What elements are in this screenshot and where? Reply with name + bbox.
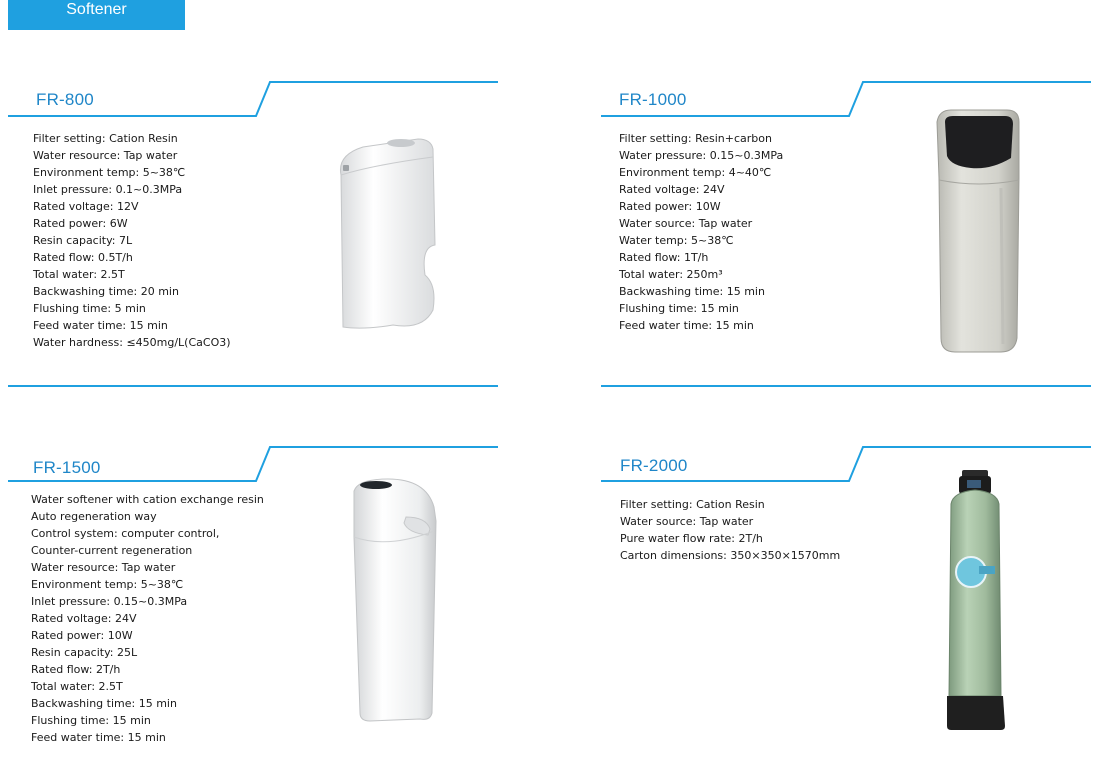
spec-item: Water temp: 5~38℃ [619, 234, 734, 247]
spec-item: Rated voltage: 24V [31, 612, 137, 625]
product-card-fr2000 [601, 445, 1101, 765]
section-divider [601, 385, 1091, 387]
spec-list [33, 130, 231, 351]
spec-item: Rated power: 6W [33, 217, 128, 230]
spec-item: Rated power: 10W [619, 200, 721, 213]
spec-item: Total water: 2.5T [33, 268, 125, 281]
product-card-fr800 [8, 80, 508, 400]
spec-item: Carton dimensions: 350×350×1570mm [620, 549, 841, 562]
spec-item: Rated flow: 0.5T/h [33, 251, 133, 264]
spec-item: Pure water flow rate: 2T/h [620, 532, 763, 545]
model-title: FR-1000 [619, 90, 687, 109]
product-image-fr1000 [931, 108, 1026, 360]
spec-item: Water source: Tap water [619, 217, 753, 230]
spec-item: Filter setting: Cation Resin [620, 498, 765, 511]
spec-item: Control system: computer control, [31, 527, 220, 540]
spec-item: Water pressure: 0.15~0.3MPa [619, 149, 784, 162]
spec-item: Water hardness: ≤450mg/L(CaCO3) [33, 336, 231, 349]
product-image-fr2000 [945, 470, 1007, 732]
product-image-fr1500 [348, 477, 443, 725]
spec-list [31, 491, 264, 746]
spec-list [619, 130, 783, 334]
spec-item: Total water: 250m³ [619, 268, 723, 281]
spec-item: Water resource: Tap water [31, 561, 176, 574]
spec-item: Rated power: 10W [31, 629, 133, 642]
spec-item: Feed water time: 15 min [33, 319, 168, 332]
spec-item: Environment temp: 4~40℃ [619, 166, 772, 179]
section-divider [8, 385, 498, 387]
product-card-fr1000 [601, 80, 1101, 400]
spec-item: Feed water time: 15 min [619, 319, 754, 332]
spec-item: Water softener with cation exchange resin [31, 493, 264, 506]
spec-item: Environment temp: 5~38℃ [31, 578, 184, 591]
spec-item: Inlet pressure: 0.15~0.3MPa [31, 595, 188, 608]
spec-item: Rated flow: 1T/h [619, 251, 709, 264]
spec-item: Flushing time: 5 min [33, 302, 146, 315]
spec-item: Auto regeneration way [31, 510, 157, 523]
spec-item: Flushing time: 15 min [619, 302, 739, 315]
spec-item: Backwashing time: 20 min [33, 285, 179, 298]
spec-item: Environment temp: 5~38℃ [33, 166, 186, 179]
spec-item: Backwashing time: 15 min [31, 697, 177, 710]
spec-item: Inlet pressure: 0.1~0.3MPa [33, 183, 183, 196]
model-title: FR-800 [36, 90, 94, 109]
product-card-fr1500 [8, 445, 508, 765]
spec-item: Rated voltage: 12V [33, 200, 139, 213]
spec-item: Water source: Tap water [620, 515, 754, 528]
spec-list [620, 496, 840, 564]
spec-item: Resin capacity: 7L [33, 234, 133, 247]
spec-item: Filter setting: Cation Resin [33, 132, 178, 145]
model-title: FR-2000 [620, 456, 688, 475]
spec-item: Rated flow: 2T/h [31, 663, 121, 676]
spec-item: Backwashing time: 15 min [619, 285, 765, 298]
spec-item: Resin capacity: 25L [31, 646, 138, 659]
spec-item: Total water: 2.5T [31, 680, 123, 693]
softener-tab[interactable]: Softener [8, 0, 185, 30]
spec-item: Filter setting: Resin+carbon [619, 132, 772, 145]
spec-item: Rated voltage: 24V [619, 183, 725, 196]
spec-item: Feed water time: 15 min [31, 731, 166, 744]
spec-item: Counter-current regeneration [31, 544, 193, 557]
product-image-fr800 [333, 135, 448, 335]
spec-item: Water resource: Tap water [33, 149, 178, 162]
model-title: FR-1500 [33, 458, 101, 477]
spec-item: Flushing time: 15 min [31, 714, 151, 727]
